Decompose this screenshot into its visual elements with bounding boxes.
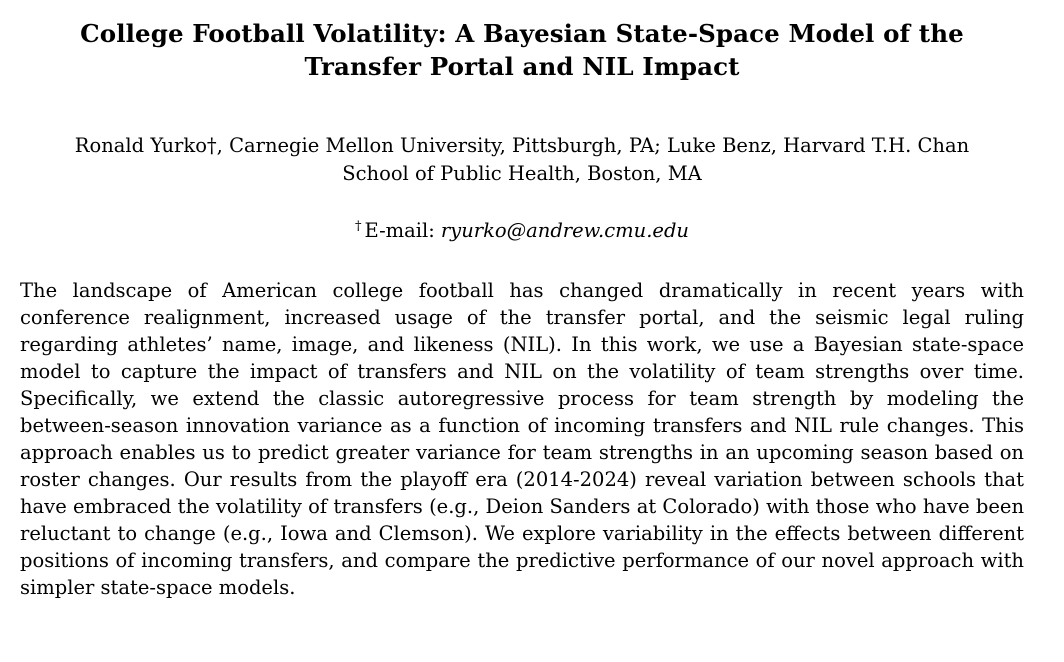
abstract-text: The landscape of American college football has changed dramatically in recent years with conference realignment, increased usage of the transfer portal, and the seismic legal ruling regarding athletes’ name, image, and likeness (NIL). In this work, we use a Bayesian state-space model to capture the impact of transfers and NIL on the volatility of team strengths over time. Specifically, we extend the classic autoregressive process for team strength by modeling the between-season innovation variance as a function of incoming transfers and NIL rule changes. This approach enables us to predict greater variance for team strengths in an upcoming season based on roster changes. Our results from the playoff era (2014-2024) reveal variation between schools that have embraced the volatility of transfers (e.g., Deion Sanders at Colorado) with those who have been reluctant to change (e.g., Iowa and Clemson). We explore variability in the effects between different positions of incoming transfers, and compare the predictive performance of our novel approach with simpler state-space models. [20,279,1024,599]
title-line-2: Transfer Portal and NIL Impact [304,52,740,81]
authors-line-1: Ronald Yurko†, Carnegie Mellon University, Pittsburgh, PA; Luke Benz, Harvard T.H. Chan [74,134,970,157]
title-line-1: College Football Volatility: A Bayesian State-Space Model of the [80,19,964,48]
email-address: ryurko@andrew.cmu.edu [440,219,689,242]
email-label: E-mail: [364,219,435,242]
authors-line-2: School of Public Health, Boston, MA [342,162,702,185]
author-affiliations [20,83,1024,188]
dagger-marker: † [355,219,362,234]
contact-email [20,188,1024,245]
paper-title [20,0,1024,83]
